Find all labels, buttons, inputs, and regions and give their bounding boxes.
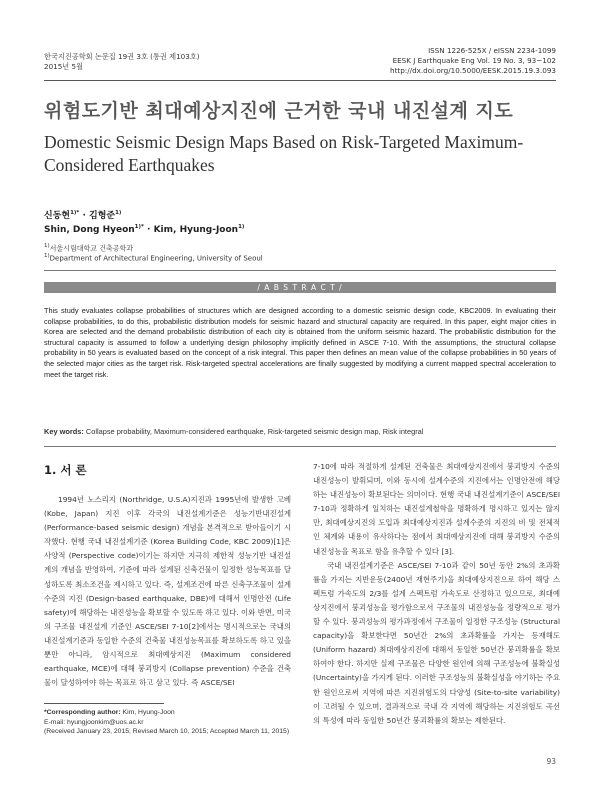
- journal-header-left: [44, 52, 200, 72]
- author-2-ko-sup: 1): [115, 210, 122, 216]
- body-paragraph: 1994년 노스리지 (Northridge, U.S.A)지진과 1995년에 발생한 고베 (Kobe, Japan) 지진 이후 각국의 내진설계기준은 성능기반내진설계 (Performance-based seismic design) 개념을 본격적으로 받아들이기 시작했다. 현행 국내 내진설계기준 (Korea Building Code, KBC 2009)[1]은 사양적 (Perspective code)이기는 하지만 지극히 제한적 성능기반 내진설계의 개념을 반영하여, 기준에 따라 설계된 신축건물이 일정한 성능목표를 달성하도록 최소조건을 제시하고 있다. 즉, 설계조건에 따른 신축구조물이 설계수준의 지진 (Design-based earthquake, DBE)에 대해서 인명안전 (Life safety)에 해당하는 내진성능을 확보할 수 있도록 하고 있다. 이와 반면, 미국의 구조물 내진설계 기준인 ASCE/SEI 7-10[2]에서는 명시적으로는 국내의 내진설계기준과 동일한 수준의 건축물 내진성능목표를 확보하도록 하고 있을 뿐만 아니라, 암시적으로 최대예상지진 (Maximum considered earthquake, MCE)에 대해 붕괴방지 (Collapse prevention) 수준을 건축물이 달성하여야 하는 목표로 하고 삼고 있다. 즉 ASCE/SEI: [44, 495, 291, 688]
- title-english: Domestic Seismic Design Maps Based on Risk-Targeted Maximum-Considered Earthquakes: [44, 132, 524, 175]
- journal-date-ko: 2015년 5월: [44, 62, 84, 71]
- authors-korean: [44, 208, 121, 221]
- author-2-en: Kim, Hyung-Joon: [153, 225, 239, 235]
- author-2-en-sup: 1): [238, 224, 245, 230]
- keywords: [44, 427, 556, 436]
- page-number: 93: [546, 757, 556, 766]
- journal-header-right: [390, 46, 556, 76]
- author-1-en: Shin, Dong Hyeon: [44, 225, 135, 235]
- footnote-divider: [44, 703, 164, 704]
- abstract-top-divider: [44, 270, 556, 271]
- footnote: [44, 708, 294, 737]
- title-korean: 위험도기반 최대예상지진에 근거한 국내 내진설계 지도: [44, 100, 514, 122]
- keywords-text: Collapse probability, Maximum-considered earthquake, Risk-targeted seismic design map, Risk integral: [85, 427, 424, 436]
- footnote-dates: (Received January 23, 2015; Revised March 10, 2015; Accepted March 11, 2015): [44, 728, 290, 736]
- abstract-label: / A B S T R A C T /: [44, 282, 556, 293]
- affiliation-1-text: 서울시립대학교 건축공학과: [49, 244, 134, 253]
- affiliation-english: [44, 251, 263, 263]
- keywords-label: Key words:: [44, 427, 84, 436]
- affiliation-1-sup: 1): [44, 243, 50, 249]
- issn: ISSN 1226-525X / eISSN 2234-1099: [428, 46, 556, 55]
- authors-english: [44, 224, 244, 235]
- author-2-ko: 김형준: [89, 211, 116, 221]
- affiliation-2-text: Department of Architectural Engineering, University of Seoul: [49, 254, 263, 263]
- body-column-left: [44, 493, 291, 690]
- header-divider: [44, 80, 556, 81]
- citation: EESK J Earthquake Eng Vol. 19 No. 3, 93~102: [392, 56, 556, 65]
- author-separator-en: ·: [143, 225, 154, 235]
- footnote-email[interactable]: E-mail: hyungjoonkim@uos.ac.kr: [44, 718, 144, 726]
- body-paragraph: 국내 내진설계기준은 ASCE/SEI 7-10과 같이 50년 동안 2%의 초과확률을 가지는 지반운동(2400년 재현주기)을 최대예상지진으로 하여 해당 스펙트럼 가속도의 2/3를 설계 스펙트럼 가속도로 산정하고 있으므로, 최대예상지진에서 붕괴성능을 평가함으로서 구조물의 내진성능을 정량적으로 평가할 수 있다. 붕괴성능의 평가과정에서 구조물이 일정한 구조성능 (Structural capacity)을 확보한다면 50년간 2%의 초과확률을 가지는 등재해도 (Uniform hazard) 최대예상지진에 대해서 동일한 50년간 붕괴확률을 확보하여야 한다. 하지만 실제 구조물은 다양한 원인에 의해 구조성능에 불확실성(Uncertainty)을 가지게 된다. 이러한 구조성능의 불확실성을 야기하는 주요한 원인으로써 지역에 따른 지진위험도의 다양성 (Site-to-site variability)이 고려될 수 있으며, 결과적으로 국내 각 지역에 해당하는 지진위험도 곡선의 특성에 따라 동일한 50년간 붕괴확률의 확보는 제한된다.: [313, 560, 560, 725]
- doi-link[interactable]: http://dx.doi.org/10.5000/EESK.2015.19.3.093: [390, 66, 556, 75]
- author-1-ko-sup: 1)*: [70, 210, 80, 216]
- body-column-right: [313, 460, 560, 728]
- footnote-label: *Corresponding author:: [44, 709, 121, 716]
- abstract-bottom-divider: [44, 446, 556, 447]
- author-1-ko: 신동현: [44, 211, 71, 221]
- body-paragraph: 7-10에 따라 적절하게 설계된 건축물은 최대예상지진에서 붕괴방지 수준의 내진성능이 발휘되며, 이와 동시에 설계수준의 지진에서는 인명안전에 해당하는 내진성능이 확보된다는 의미이다. 현행 국내 내진설계기준이 ASCE/SEI 7-10과 정확하게 일치하는 내진설계철학을 명확하게 명시하고 있지는 않지만, 최대예상지진의 도입과 최대예상지진과 설계수준의 지진의 비 및 전체적인 체계와 내용이 유사하다는 점에서 최대예상지진에 대해 붕괴방지 수준의 내진성능을 목표로 함을 유추할 수 있다 [3].: [313, 462, 560, 556]
- abstract-text: This study evaluates collapse probabilities of structures which are designed according to a domestic seismic design code, KBC2009. In evaluating their collapse probabilities, to do this, probabilistic distribution models for seismic hazard and structural capacity are required. In this paper, eight major cities in Korea are selected and the demand probabilistic distribution of each city is obtained from the uniform seismic hazard. The probabilistic distribution for the structural capacity is assumed to follow a underlying design philosophy implicitly defined in ASCE 7-10. With the assumptions, the structural collapse probability in 50 years is evaluated based on the concept of a risk integral. This paper then defines an mean value of the collapse probabilities in 50 years of the selected major cities as the target risk. Risk-targeted spectral accelerations are finally suggested by modifying a current mapped spectral acceleration to meet the target risk.: [44, 306, 556, 379]
- journal-name-ko: 한국지진공학회 논문집 19권 3호 (통권 제103호): [44, 52, 200, 61]
- footnote-author: Kim, Hyung-Joon: [122, 709, 175, 716]
- section-title: 1. 서 론: [44, 463, 87, 477]
- affiliation-2-sup: 1): [44, 253, 50, 259]
- author-1-en-sup: 1)*: [134, 224, 144, 230]
- author-separator: ·: [79, 211, 89, 221]
